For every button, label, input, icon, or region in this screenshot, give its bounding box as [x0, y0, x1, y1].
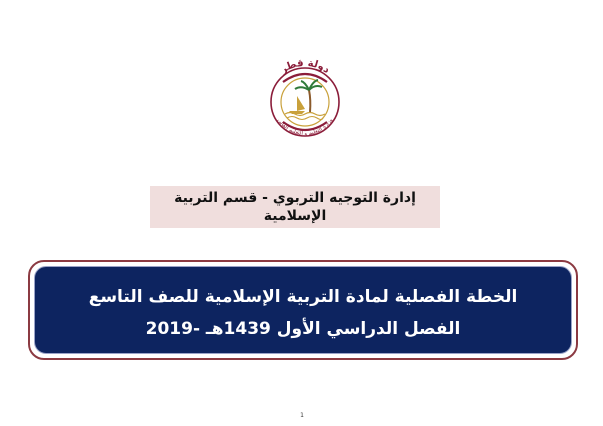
- plan-title-panel: [34, 266, 572, 354]
- plan-title-line-1: الخطة الفصلية لمادة التربية الإسلامية للصف التاسع: [88, 287, 518, 307]
- plan-title-box: [28, 260, 578, 360]
- logo-arc-text-bottom: وزارة التعليم و التعليم العالي: [275, 117, 335, 137]
- department-heading: إدارة التوجيه التربوي - قسم التربية الإسلامية: [150, 186, 440, 228]
- logo-arc-text-top: دولة قطر: [278, 57, 332, 76]
- plan-title-line-2: الفصل الدراسي الأول 1439هـ -2019: [145, 319, 461, 339]
- qatar-ministry-emblem-logo: [255, 52, 355, 152]
- page-number: 1: [300, 412, 304, 419]
